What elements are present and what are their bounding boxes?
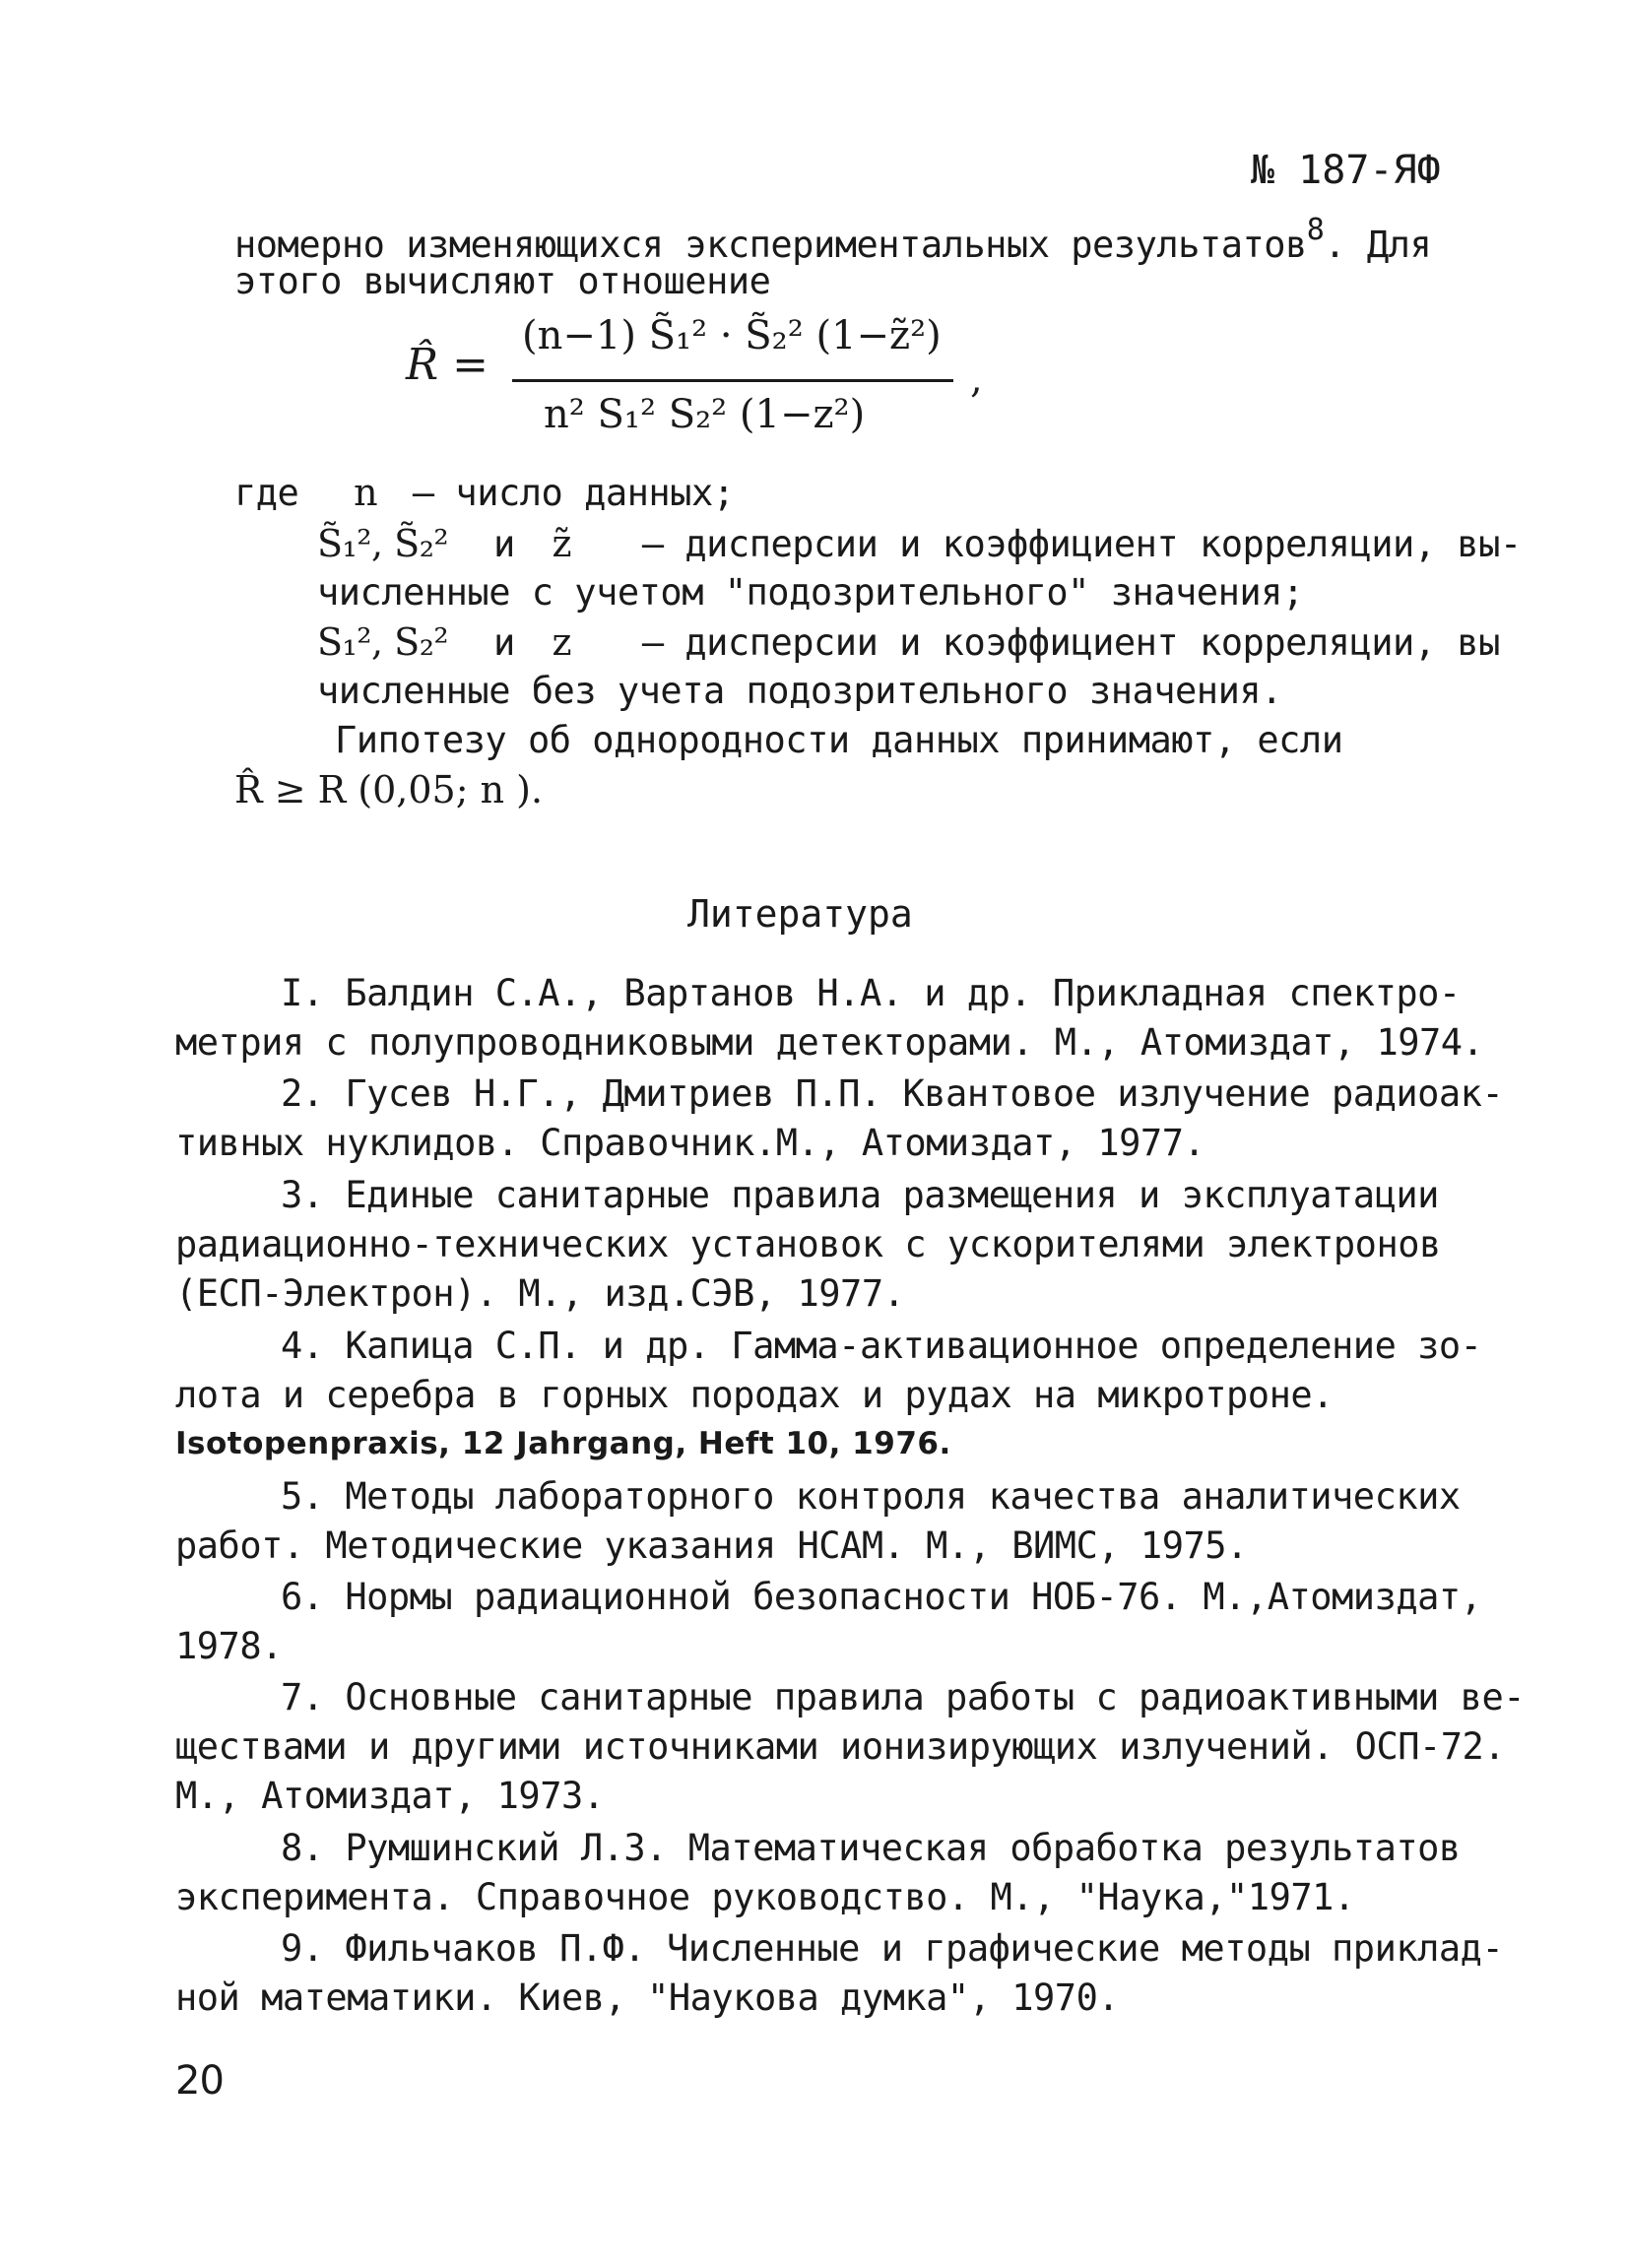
where-label: где	[234, 472, 299, 514]
tilde-and: и	[492, 523, 515, 565]
reference-1-line-1: I. Балдин С.А., Вартанов Н.А. и др. Прикладная спектро-	[281, 972, 1461, 1014]
formula-comma: ,	[970, 356, 983, 402]
reference-2-line-1: 2. Гусев Н.Г., Дмитриев П.П. Квантовое излучение радиоак-	[281, 1072, 1504, 1115]
reference-9-line-2: ной математики. Киев, "Наукова думка", 1970.	[175, 1976, 1120, 2019]
plain-symbols: S₁², S₂²	[317, 620, 449, 664]
reference-7-line-2: ществами и другими источниками ионизирующих излучений. ОСП-72.	[175, 1725, 1506, 1768]
fraction-bar	[512, 379, 953, 382]
intro-line-2: этого вычисляют отношение	[234, 260, 771, 302]
plain-and: и	[492, 621, 515, 664]
definition-plain-line-1	[317, 618, 1500, 667]
reference-9-line-1: 9. Фильчаков П.Ф. Численные и графические методы приклад-	[281, 1927, 1504, 1970]
definition-tilde-line-1	[317, 520, 1522, 568]
formula-lhs: R̂ =	[406, 340, 488, 390]
tilde-z: z̃	[552, 522, 572, 565]
intro-text-end: . Для	[1324, 224, 1432, 266]
intro-text: номерно изменяющихся экспериментальных результатов	[234, 224, 1307, 266]
definition-tilde-line-2: численные с учетом "подозрительного" значения;	[317, 571, 1304, 614]
page-number: 20	[175, 2058, 224, 2104]
reference-3-line-2: радиационно-технических установок с ускорителями электронов	[175, 1223, 1441, 1265]
reference-8-line-2: эксперимента. Справочное руководство. М., "Наука,"1971.	[175, 1876, 1355, 1918]
reference-3-line-3: (ЕСП-Электрон). М., изд.СЭВ, 1977.	[175, 1272, 905, 1315]
definition-n-line	[234, 469, 735, 517]
tilde-description-1: – дисперсии и коэффициент корреляции, вы-	[641, 523, 1522, 565]
reference-6-line-1: 6. Нормы радиационной безопасности НОБ-76. М.,Атомиздат,	[281, 1576, 1482, 1618]
reference-5-line-2: работ. Методические указания НСАМ. М., ВИМС, 1975.	[175, 1524, 1248, 1567]
reference-3-line-1: 3. Единые санитарные правила размещения и эксплуатации	[281, 1174, 1439, 1216]
n-description: – число данных;	[412, 472, 735, 514]
n-symbol: n	[354, 471, 378, 514]
plain-z: z	[552, 620, 572, 664]
reference-7-line-3: М., Атомиздат, 1973.	[175, 1775, 605, 1817]
reference-4-line-3: Isotopenpraxis, 12 Jahrgang, Heft 10, 1976.	[175, 1426, 951, 1461]
reference-2-line-2: тивных нуклидов. Справочник.М., Атомиздат, 1977.	[175, 1122, 1205, 1164]
definition-plain-line-2: численные без учета подозрительного значения.	[317, 670, 1282, 712]
reference-8-line-1: 8. Румшинский Л.З. Математическая обработка результатов	[281, 1827, 1461, 1869]
footnote-ref: 8	[1306, 213, 1325, 247]
hypothesis-condition: R̂ ≥ R (0,05; n ).	[234, 768, 544, 811]
reference-1-line-2: метрия с полупроводниковыми детекторами. М., Атомиздат, 1974.	[175, 1021, 1484, 1064]
reference-7-line-1: 7. Основные санитарные правила работы с радиоактивными ве-	[281, 1676, 1526, 1718]
hypothesis-line: Гипотезу об однородности данных принимают, если	[335, 719, 1343, 761]
reference-5-line-1: 5. Методы лабораторного контроля качества аналитических	[281, 1475, 1461, 1518]
reference-4-line-1: 4. Капица С.П. и др. Гамма-активационное определение зо-	[281, 1325, 1482, 1367]
formula-numerator: (n−1) S̃₁² · S̃₂² (1−z̃²)	[522, 313, 942, 358]
plain-description-1: – дисперсии и коэффициент корреляции, вы	[641, 621, 1500, 664]
tilde-symbols: S̃₁², S̃₂²	[317, 522, 449, 565]
reference-4-line-2: лота и серебра в горных породах и рудах на микротроне.	[175, 1374, 1334, 1416]
document-number: № 187-ЯФ	[1251, 148, 1441, 193]
formula-denominator: n² S₁² S₂² (1−z²)	[544, 392, 866, 437]
literature-title: Литература	[687, 892, 913, 936]
reference-6-line-2: 1978.	[175, 1625, 283, 1667]
